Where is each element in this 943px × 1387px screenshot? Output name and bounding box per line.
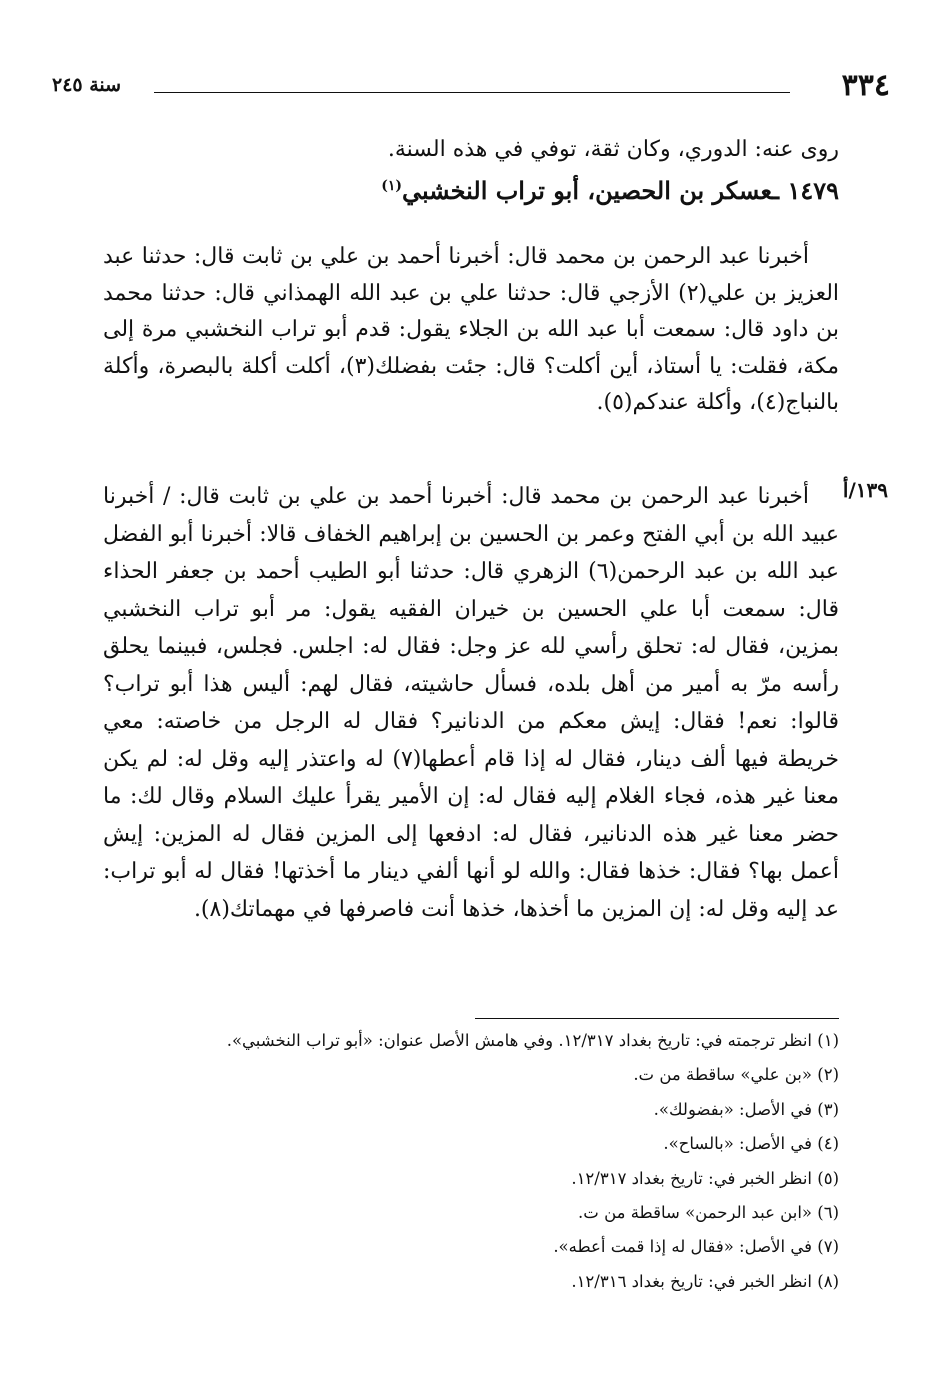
footnote: (٨) انظر الخبر في: تاريخ بغداد ١٢/٣١٦.	[571, 1271, 839, 1291]
header-rule	[154, 92, 790, 93]
footnote: (٤) في الأصل: «بالساح».	[663, 1134, 839, 1154]
footnote: (٥) انظر الخبر في: تاريخ بغداد ١٢/٣١٧.	[571, 1168, 839, 1188]
page-number: ٣٣٤	[841, 68, 890, 103]
footnote: (٢) «بن علي» ساقطة من ت.	[633, 1065, 839, 1085]
footnote-rule	[475, 1018, 839, 1019]
entry-heading-text: ١٤٧٩ ـعسكر بن الحصين، أبو تراب النخشبي	[401, 175, 839, 205]
running-head	[52, 68, 890, 108]
entry-heading	[103, 172, 839, 211]
paragraph-1: أخبرنا عبد الرحمن بن محمد قال: أخبرنا أحمد بن علي بن ثابت قال: حدثنا عبد العزيز بن علي(٢) الأزجي قال: حدثنا علي بن عبد الله الهمذاني قال: حدثنا محمد بن داود قال: سمعت أبا عبد الله بن الجلاء يقول: قدم أبو تراب النخشبي مرة إلى مكة، فقلت: يا أستاذ، أين أكلت؟ قال: جئت بفضلك(٣)، أكلت أكلة بالبصرة، وأكلة بالنباج(٤)، وأكلة عندكم(٥).	[103, 244, 840, 415]
footnote: (١) انظر ترجمته في: تاريخ بغداد ١٢/٣١٧. وفي هامش الأصل عنوان: «أبو تراب النخشبي».	[226, 1031, 839, 1050]
top-block	[103, 131, 839, 210]
footnote: (٣) في الأصل: «بفضولك».	[653, 1099, 839, 1119]
manuscript-folio-note: ١٣٩/أ	[842, 478, 888, 502]
footnote: (٧) في الأصل: «فقال له إذا قمت أعطه».	[553, 1237, 839, 1257]
year-label: سنة ٢٤٥	[52, 74, 122, 96]
narrator-line: روى عنه: الدوري، وكان ثقة، توفي في هذه السنة.	[387, 137, 839, 162]
paragraph-2: أخبرنا عبد الرحمن بن محمد قال: أخبرنا أحمد بن علي بن ثابت قال: / أخبرنا عبيد الله بن أبي الفتح وعمر بن الحسين بن إبراهيم الخفاف قالا: أخبرنا أبو الفضل عبد الله بن عبد الرحمن(٦) الزهري قال: حدثنا أبو الطيب أحمد بن جعفر الحذاء قال: سمعت أبا علي الحسين بن خيران الفقيه يقول: مر أبو تراب النخشبي بمزين، فقال له: تحلق رأسي لله عز وجل: فقال له: اجلس. فجلس، فبينما يحلق رأسه مرّ به أمير من أهل بلده، فسأل حاشيته، فقال لهم: أليس هذا أبو تراب؟ قالوا: نعم! فقال: إيش معكم من الدنانير؟ فقال له الرجل من خاصته: معي خريطة فيها ألف دينار، فقال له إذا قام أعطها(٧) له واعتذر إليه وقل له: لم يكن معنا غير هذه، فجاء الغلام إليه فقال له: إن الأمير يقرأ عليك السلام وقال لك: ما حضر معنا غير هذه الدنانير، فقال له: ادفعها إلى المزين فقال له المزين: إيش أعمل بها؟ فقال: خذها فقال: والله لو أنها ألفي دينار ما أخذتها! فقال له أبو تراب: عد إليه وقل له: إن المزين ما أخذها، خذها أنت فاصرفها في مهماتك(٨).	[103, 484, 840, 922]
footnotes	[139, 1024, 839, 1299]
footnote: (٦) «ابن عبد الرحمن» ساقطة من ت.	[578, 1203, 839, 1223]
heading-footnote-ref: (١)	[381, 177, 402, 194]
